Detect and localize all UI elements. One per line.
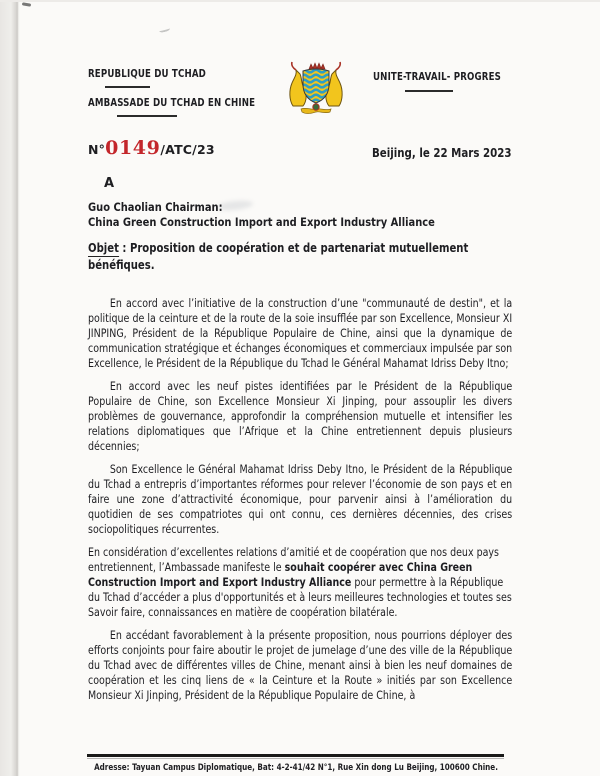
body-paragraph-1: En accord avec l’initiative de la construction d’une "communauté de destin", et la politique de la ceinture et de la route de la soie insufflée par son Excellence, Monsieur XI JINPING, Président de la République Populaire de Chine, ainsi que la dynamique de communication stratégique et échanges économiques et commerciaux impulsée par son Excellence, le Président de la République du Tchad le Général Mahamat Idriss Deby Itno; [88, 297, 513, 370]
letterhead-divider [105, 86, 150, 88]
national-motto: UNITE-TRAVAIL- PROGRES [373, 70, 502, 83]
scan-top-edge [0, 0, 600, 2]
body-paragraph-2: En accord avec les neuf pistes identifiées par le Président de la République Populaire de Chine, son Excellence Monsieur Xi Jinping, pour assouplir les divers problèmes de gouvernance, approfondir la compréhension mutuelle et intensifier les relations diplomatiques que l’Afrique et la Chine entretiennent depuis plusieurs décennies; [88, 380, 513, 453]
letterhead-right [373, 70, 593, 92]
recipient-name: Guo Chaolian Chairman: [88, 200, 223, 214]
dateline: Beijing, le 22 Mars 2023 [372, 146, 512, 160]
footer-rule [87, 754, 504, 757]
letter-body [88, 296, 512, 711]
paragraph-4-text: En considération d’excellentes relations d’amitié et de coopération que nos deux pays entretiennent, l’Ambassade manifeste le [88, 546, 499, 574]
body-paragraph-4 [88, 545, 512, 620]
chad-coat-of-arms-icon [281, 60, 351, 121]
paragraph-4-bold-partner-name: souhait coopérer avec China Green Construction Import and Export Industry Alliance [88, 561, 473, 589]
footer-address: Adresse: Tayuan Campus Diplomatique, Bat: 4-2-41/42 N°1, Rue Xin dong Lu Beijing, 100600 Chine. [94, 763, 498, 773]
body-paragraph-3: Son Excellence le Général Mahamat Idriss Deby Itno, le Président de la République du Tchad a entrepris d’importantes réformes pour relever l’économie de son pays et en faire une zone d’attractivité économique, pour parvenir ainsi à l’amélioration du quotidien de ses compatriotes qui ont connu, ces dernières décennies, des crises sociopolitiques récurrentes. [88, 463, 513, 536]
recipient-organization: China Green Construction Import and Export Industry Alliance [88, 215, 435, 229]
footer-rule-shadow [87, 758, 504, 759]
reference-digits: 0149 [105, 137, 161, 159]
salutation: A [104, 176, 115, 191]
republic-title: REPUBLIQUE DU TCHAD [88, 67, 207, 80]
recipient-block [88, 200, 558, 230]
subject-separator: : [118, 241, 130, 255]
subject-line [88, 240, 525, 273]
subject-label: Objet [88, 241, 119, 255]
reference-suffix: /ATC/23 [160, 142, 215, 157]
reference-number [88, 139, 215, 158]
scan-artifact-mark [159, 26, 171, 34]
scan-page-edge [0, 0, 20, 776]
reference-prefix: N° [88, 142, 106, 157]
body-paragraph-5: En accédant favorablement à la présente proposition, nous pourrions déployer des efforts conjoints pour faire aboutir le projet de jumelage d’une des ville de la République du Tchad avec de différentes villes de Chine, menant ainsi à bien les neuf domaines de coopération et les cinq liens de « la Ceinture et la Route » initiés par son Excellence Monsieur Xi Jinping, Président de la République Populaire de Chine, à [88, 629, 513, 702]
letterhead-divider [405, 90, 453, 92]
embassy-title: AMBASSADE DU TCHAD EN CHINE [88, 96, 256, 109]
subject-text: Proposition de coopération et de partenariat mutuellement bénéfiques. [88, 241, 469, 272]
scan-artifact-mark [22, 2, 31, 6]
letterhead-divider [117, 115, 177, 117]
paragraph-4-text: pour permettre à la République du Tchad d’accéder a plus d'opportunités et à leurs meilleures technologies et toutes ses Savoir faire, connaissances en matière de coopération bilatérale. [88, 576, 512, 619]
